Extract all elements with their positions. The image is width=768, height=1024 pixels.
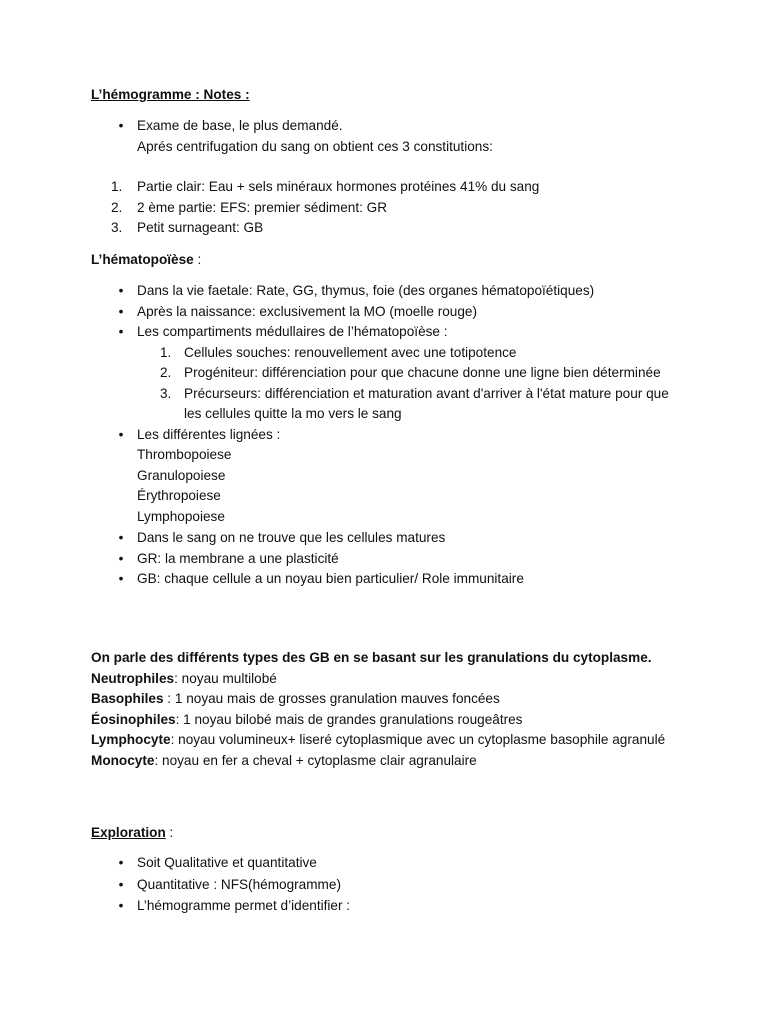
gb-type-row (91, 710, 681, 731)
bullet-icon: • (118, 530, 124, 545)
section-hematopoiese (91, 250, 691, 271)
bullet-text: Dans le sang on ne trouve que les cellules matures (137, 530, 446, 545)
list-item (91, 116, 691, 157)
list-text: Petit surnageant: GB (137, 220, 264, 235)
compartments-sublist (91, 343, 691, 425)
gb-type-row (91, 751, 681, 772)
list-item (91, 218, 691, 239)
bullet-text: Les différentes lignées : (137, 426, 281, 442)
list-number: 3. (160, 385, 172, 401)
title-suffix: : (165, 825, 174, 840)
bullet-icon: • (118, 855, 124, 870)
lineage-item: Lymphopoiese (137, 508, 225, 524)
gb-type-row (91, 730, 681, 751)
list-item (91, 896, 691, 917)
bullet-text: Les compartiments médullaires de l’hématopoïèse : (137, 324, 448, 339)
list-text: Progéniteur: différenciation pour que chacune donne une ligne bien déterminée (184, 365, 661, 380)
lineage-item: Granulopoiese (137, 467, 226, 483)
list-number: 1. (160, 344, 172, 360)
section-gb-types (91, 648, 681, 771)
list-number: 3. (111, 220, 123, 235)
bullet-icon: • (118, 571, 124, 586)
list-item (91, 875, 691, 896)
gb-type-row (91, 689, 681, 710)
list-item (91, 177, 691, 198)
list-text: Cellules souches: renouvellement avec une totipotence (184, 344, 517, 360)
gb-type-name: Basophiles (91, 691, 164, 706)
gb-types-intro: On parle des différents types des GB en se basant sur les granulations du cytoplasme. (91, 650, 652, 665)
list-item (91, 569, 691, 590)
gb-type-row (91, 669, 681, 690)
bullet-text: L’hémogramme permet d’identifier : (137, 898, 351, 913)
list-item (91, 302, 691, 323)
bullet-icon: • (118, 303, 124, 319)
title-suffix: : (193, 252, 202, 267)
hemogramme-bullets (91, 116, 691, 157)
list-item (91, 281, 691, 302)
hematopoiese-title: L’hématopoïèse (91, 252, 194, 267)
bullet-icon: • (118, 426, 124, 442)
hemogramme-numbered-list (91, 177, 691, 239)
list-item (91, 384, 691, 425)
gb-type-desc: : 1 noyau bilobé mais de grandes granulations rougeâtres (175, 711, 523, 727)
list-item (91, 322, 691, 425)
bullet-icon: • (118, 283, 124, 298)
bullet-text: Aprés centrifugation du sang on obtient ces 3 constitutions: (137, 138, 493, 154)
bullet-text: GB: chaque cellule a un noyau bien particulier/ Role immunitaire (137, 571, 524, 586)
list-text: Partie clair: Eau + sels minéraux hormones protéines 41% du sang (137, 179, 540, 194)
gb-type-desc: : 1 noyau mais de grosses granulation mauves foncées (163, 691, 500, 706)
list-item (91, 549, 691, 570)
list-number: 1. (111, 179, 123, 194)
list-text: Précurseurs: différenciation et maturation avant d'arriver à l'état mature pour que les cellules quitte la mo vers le sang (184, 385, 669, 421)
bullet-icon: • (118, 876, 124, 892)
list-item (91, 853, 691, 874)
list-item (91, 528, 691, 549)
exploration-title: Exploration (91, 825, 166, 840)
section-hemogramme (91, 85, 691, 106)
bullet-icon: • (118, 898, 124, 913)
bullet-text: Dans la vie faetale: Rate, GG, thymus, foie (des organes hématopoïétiques) (137, 283, 595, 298)
gb-type-name: Éosinophiles (91, 711, 176, 727)
bullet-text: Exame de base, le plus demandé. (137, 118, 343, 133)
hematopoiese-bullets (91, 281, 691, 590)
gb-type-name: Lymphocyte (91, 732, 171, 747)
hemogramme-title: L’hémogramme : Notes : (91, 87, 250, 102)
gb-type-name: Neutrophiles (91, 670, 175, 686)
list-item (91, 198, 691, 219)
gb-type-desc: : noyau volumineux+ liseré cytoplasmique avec un cytoplasme basophile agranulé (170, 732, 666, 747)
list-text: 2 ème partie: EFS: premier sédiment: GR (137, 199, 388, 215)
list-item (91, 425, 691, 528)
lineage-item: Érythropoiese (137, 488, 221, 503)
bullet-text: Soit Qualitative et quantitative (137, 855, 317, 870)
list-item (91, 343, 691, 364)
section-exploration (91, 823, 691, 844)
gb-type-desc: : noyau en fer a cheval + cytoplasme clair agranulaire (154, 752, 477, 768)
exploration-bullets (91, 853, 691, 917)
bullet-text: GR: la membrane a une plasticité (137, 550, 339, 566)
bullet-icon: • (118, 118, 124, 133)
bullet-text: Après la naissance: exclusivement la MO (moelle rouge) (137, 303, 477, 319)
bullet-text: Quantitative : NFS(hémogramme) (137, 876, 341, 892)
gb-type-name: Monocyte (91, 752, 155, 768)
bullet-icon: • (118, 324, 124, 339)
list-number: 2. (111, 199, 123, 215)
list-item (91, 363, 691, 384)
gb-type-desc: : noyau multilobé (174, 670, 277, 686)
bullet-icon: • (118, 550, 124, 566)
lineage-item: Thrombopoiese (137, 447, 232, 462)
list-number: 2. (160, 365, 172, 380)
